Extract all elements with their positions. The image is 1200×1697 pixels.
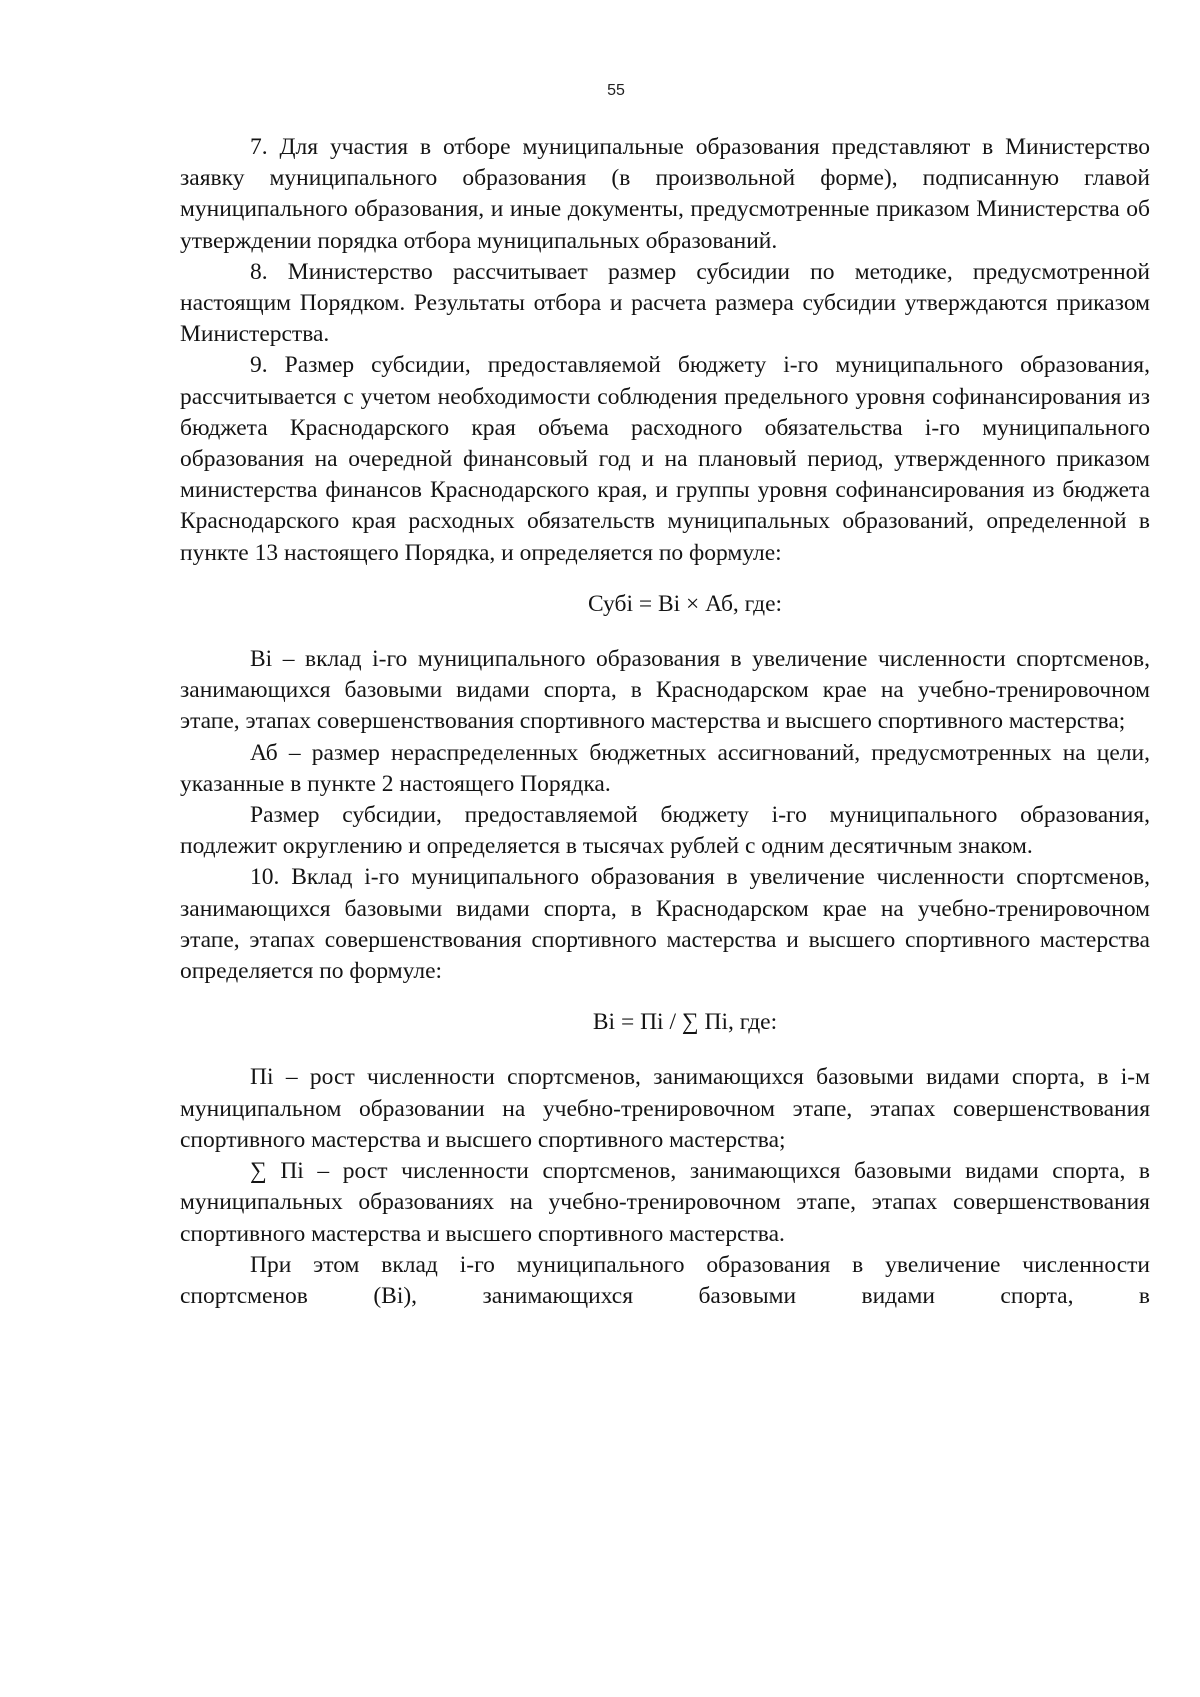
formula-subsidy: Субi = Вi × Аб, где: [587,590,783,617]
paragraph-7: 7. Для участия в отборе муниципальные образования представляют в Министерство заявку муниципального образования (в произвольной форме), подписанную главой муниципального образования, и иные документы, предусмотренные приказом Министерства об утверждении порядка отбора муниципальных образований. [180,134,1150,254]
paragraph-rounding: Размер субсидии, предоставляемой бюджету i-го муниципального образования, подлежит округлению и определяется в тысячах рублей с одним десятичным знаком. [180,802,1150,860]
formula-contribution: Вi = Пi / ∑ Пi, где: [592,1009,778,1036]
definition-sum-pi: ∑ Пi – рост численности спортсменов, занимающихся базовыми видами спорта, в муниципальных образованиях на учебно-тренировочном этапе, этапах совершенствования спортивного мастерства и высшего спортивного мастерства. [180,1158,1150,1247]
document-body [180,132,1150,1312]
paragraph-8: 8. Министерство рассчитывает размер субсидии по методике, предусмотренной настоящим Порядком. Результаты отбора и расчета размера субсидии утверждаются приказом Министерства. [180,258,1150,348]
page-number: 55 [607,82,625,99]
paragraph-10: 10. Вклад i-го муниципального образования в увеличение численности спортсменов, занимающихся базовыми видами спорта, в Краснодарском крае на учебно-тренировочном этапе, этапах совершенствования спортивного мастерства и высшего спортивного мастерства определяется по формуле: [180,864,1150,985]
paragraph-9: 9. Размер субсидии, предоставляемой бюджету i-го муниципального образования, рассчитывается с учетом необходимости соблюдения предельного уровня софинансирования из бюджета Краснодарского края объема расходного обязательства i-го муниципального образования на очередной финансовый год и на плановый период, утвержденного приказом министерства финансов Краснодарского края, и группы уровня софинансирования из бюджета Краснодарского края расходных обязательств муниципальных образований, определенной в пункте 13 настоящего Порядка, и определяется по формуле: [180,352,1150,566]
definition-vi: Вi – вклад i-го муниципального образования в увеличение численности спортсменов, занимающихся базовыми видами спорта, в Краснодарском крае на учебно-тренировочном этапе, этапах совершенствования спортивного мастерства и высшего спортивного мастерства; [180,646,1150,735]
definition-pi: Пi – рост численности спортсменов, занимающихся базовыми видами спорта, в i-м муниципальном образовании на учебно-тренировочном этапе, этапах совершенствования спортивного мастерства и высшего спортивного мастерства; [180,1064,1150,1153]
definition-ab: Аб – размер нераспределенных бюджетных ассигнований, предусмотренных на цели, указанные в пункте 2 настоящего Порядка. [180,739,1150,797]
paragraph-final: При этом вклад i-го муниципального образования в увеличение численности спортсменов (Вi), занимающихся базовыми видами спорта, в [180,1251,1150,1309]
